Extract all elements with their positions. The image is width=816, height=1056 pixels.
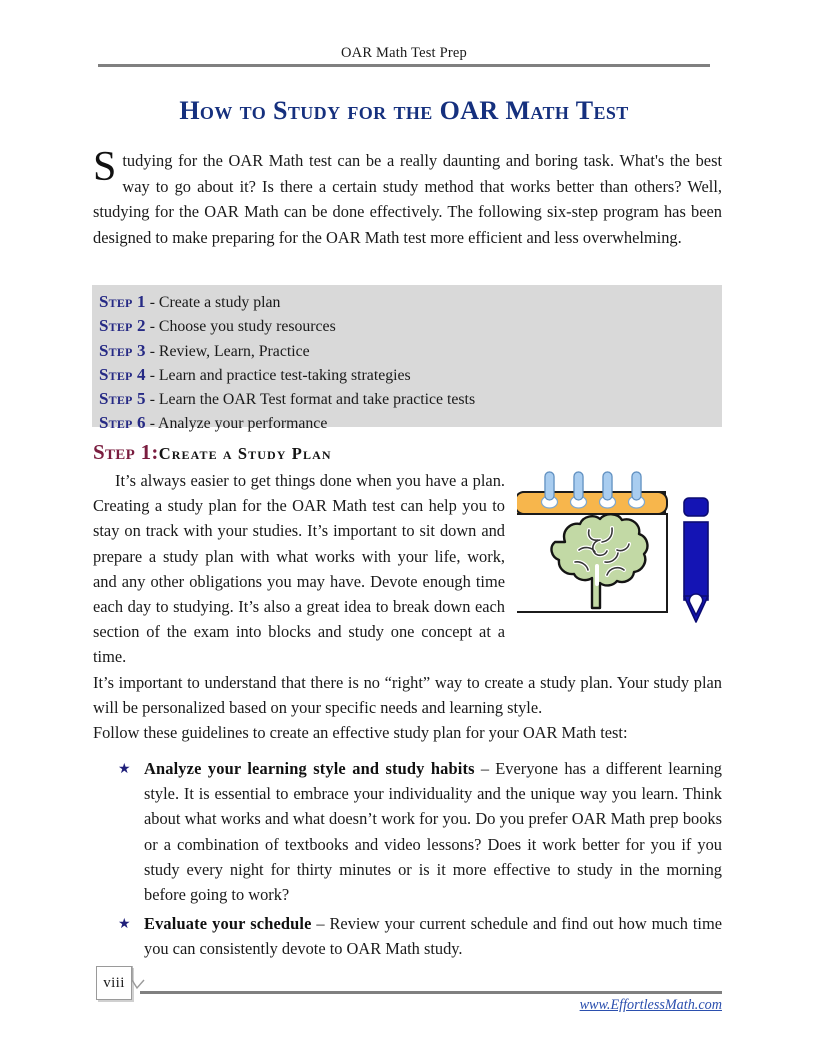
step-key: Step 1 bbox=[99, 292, 146, 311]
step-key: Step 3 bbox=[99, 340, 146, 360]
follow-guidelines-line: Follow these guidelines to create an effective study plan for your OAR Math test: bbox=[93, 723, 628, 742]
step-line bbox=[92, 411, 722, 435]
step-text: - Choose you study resources bbox=[145, 318, 336, 336]
list-item-text: – Everyone has a different learning style. It is essential to embrace your individuality and the unique way you learn. Think about what works and what doesn’t work for you. Do you prefer OAR Math prep books or a combination of textbooks and video lessons? Does it work better for you if you study every night for thirty minutes or is it more effective to study in the morning before going to work? bbox=[144, 759, 722, 905]
drop-cap: S bbox=[93, 144, 117, 190]
page-number-box bbox=[96, 966, 132, 1000]
step-text: - Learn the OAR Test format and take practice tests bbox=[145, 391, 476, 409]
star-bullet-icon: ★ bbox=[118, 917, 131, 933]
list-item bbox=[118, 911, 722, 961]
pencil-icon bbox=[684, 498, 708, 622]
intro-paragraph-block bbox=[93, 144, 722, 250]
section-title-label: Create a Study Plan bbox=[158, 444, 332, 463]
step-text: - Analyze your performance bbox=[145, 415, 328, 433]
step-text: - Learn and practice test-taking strategies bbox=[145, 366, 411, 384]
study-plan-illustration-svg bbox=[517, 470, 722, 638]
step-line bbox=[92, 314, 722, 338]
running-header bbox=[98, 44, 710, 62]
intro-paragraph bbox=[93, 144, 722, 250]
step-line bbox=[92, 339, 722, 363]
footer-connector-icon bbox=[131, 966, 145, 994]
footer-divider bbox=[140, 991, 722, 994]
step-line bbox=[92, 285, 722, 314]
page-title: How to Study for the OAR Math Test bbox=[179, 96, 629, 125]
steps-overview-box bbox=[92, 285, 722, 433]
section-number-label: Step 1: bbox=[93, 440, 159, 464]
step-line bbox=[92, 387, 722, 411]
guidelines-list bbox=[118, 756, 722, 966]
running-header-text: OAR Math Test Prep bbox=[341, 45, 467, 61]
list-item-lead: Analyze your learning style and study habits bbox=[144, 759, 475, 778]
intro-paragraph-text: tudying for the OAR Math test can be a really daunting and boring task. What's the best way to go about it? Is there a certain study method that works better than others? Well, studying for the OAR Math can be done effectively. The following six-step program has been designed to make preparing for the OAR Math test more efficient and less overwhelming. bbox=[93, 151, 722, 247]
list-item-lead: Evaluate your schedule bbox=[144, 914, 312, 934]
list-item-text: – Review your current schedule and find out how much time you can consistently devote to OAR Math study. bbox=[144, 914, 722, 959]
star-bullet-icon: ★ bbox=[118, 762, 131, 777]
list-item bbox=[118, 756, 722, 907]
step-text: - Create a study plan bbox=[145, 294, 281, 311]
page-number: viii bbox=[103, 974, 125, 991]
step-key: Step 5 bbox=[99, 389, 146, 409]
section-paragraph-2: It’s important to understand that there is no “right” way to create a study plan. Your study plan will be personalized based on your specific needs and learning style. bbox=[93, 672, 722, 717]
step-key: Step 4 bbox=[99, 364, 146, 384]
header-divider bbox=[98, 64, 710, 67]
step-key: Step 2 bbox=[99, 316, 146, 336]
section-body-block bbox=[93, 468, 722, 720]
step-key: Step 6 bbox=[99, 413, 146, 433]
section-heading bbox=[93, 440, 332, 465]
illustration-figure bbox=[517, 470, 722, 638]
section-paragraph-1: It’s always easier to get things done when you have a plan. Creating a study plan for the OAR Math test can help you to stay on track with your studies. It’s important to sit down and prepare a study plan with what works with your life, work, and any other obligations you may have. Devote enough time each day to studying. It’s also a great idea to break down each section of the exam into blocks and study one concept at a time. bbox=[93, 471, 505, 667]
step-text: - Review, Learn, Practice bbox=[145, 342, 310, 360]
footer-website-link[interactable]: www.EffortlessMath.com bbox=[579, 997, 722, 1013]
step-line bbox=[92, 363, 722, 387]
